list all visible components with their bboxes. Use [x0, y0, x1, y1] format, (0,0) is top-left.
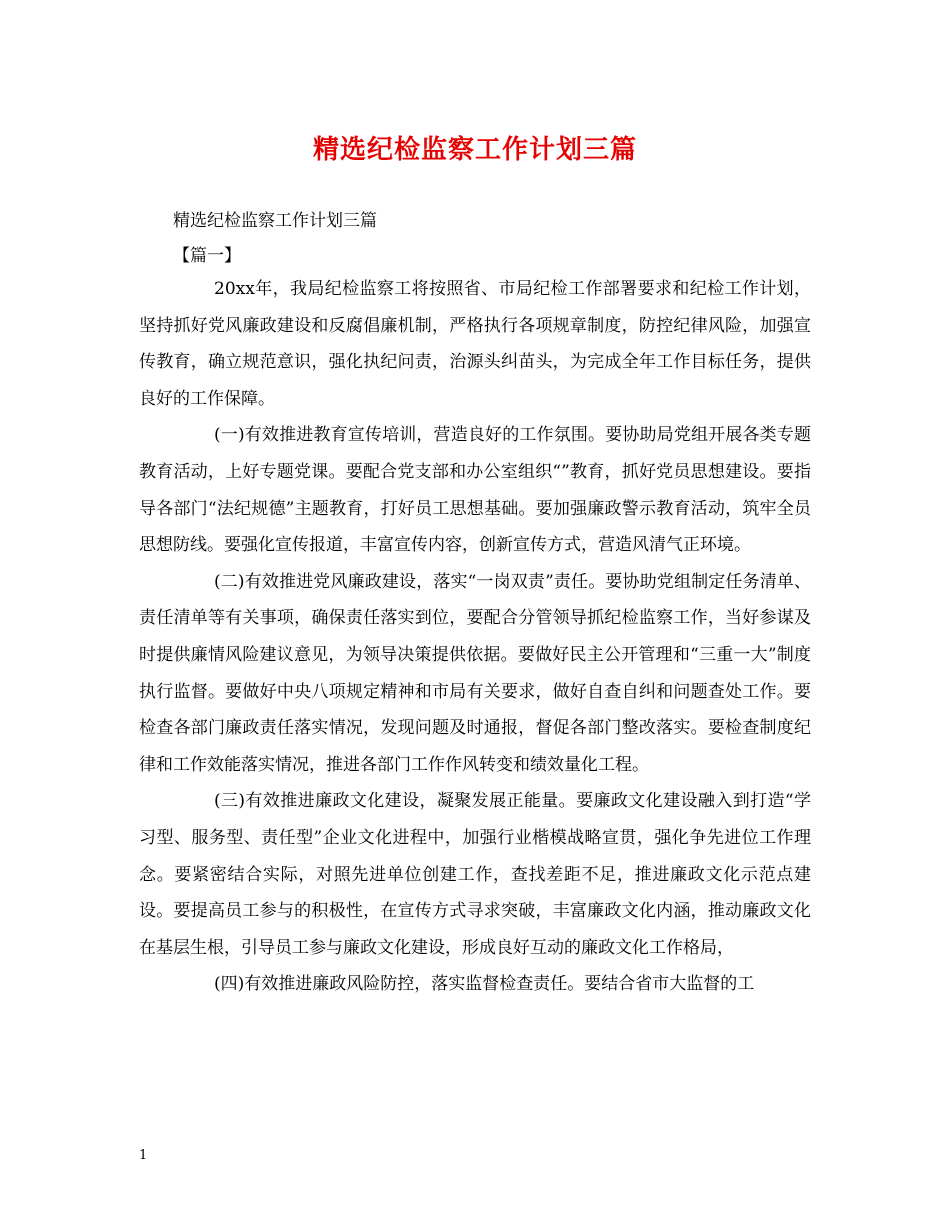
- paragraph-item-3: (三)有效推进廉政文化建设，凝聚发展正能量。要廉政文化建设融入到打造“学习型、服务型、责任型”企业文化进程中，加强行业楷模战略宣贯，强化争先进位工作理念。要紧密结合实际，对照先进单位创建工作，查找差距不足，推进廉政文化示范点建设。要提高员工参与的积极性，在宣传方式寻求突破，丰富廉政文化内涵，推动廉政文化在基层生根，引导员工参与廉政文化建设，形成良好互动的廉政文化工作格局，: [139, 791, 811, 958]
- paragraph-item-4: (四)有效推进廉政风险防控，落实监督检查责任。要结合省市大监督的工: [214, 974, 755, 995]
- document-subtitle: 精选纪检监察工作计划三篇: [173, 211, 377, 231]
- paragraph-item-2: (二)有效推进党风廉政建设，落实“一岗双责”责任。要协助党组制定任务清单、责任清单等有关事项，确保责任落实到位，要配合分管领导抓纪检监察工作，当好参谋及时提供廉情风险建议意见，为领导决策提供依据。要做好民主公开管理和“三重一大”制度执行监督。要做好中央八项规定精神和市局有关要求，做好自查自纠和问题查处工作。要检查各部门廉政责任落实情况，发现问题及时通报，督促各部门整改落实。要检查制度纪律和工作效能落实情况，推进各部门工作作风转变和绩效量化工程。: [139, 571, 811, 775]
- section-label: 【篇一】: [173, 246, 241, 266]
- paragraph-intro: 20xx年，我局纪检监察工将按照省、市局纪检工作部署要求和纪检工作计划，坚持抓好党风廉政建设和反腐倡廉机制，严格执行各项规章制度，防控纪律风险，加强宣传教育，确立规范意识，强化执纪问责，治源头纠苗头，为完成全年工作目标任务，提供良好的工作保障。: [139, 279, 811, 409]
- document-title: 精选纪检监察工作计划三篇: [312, 135, 637, 165]
- paragraph-item-1: (一)有效推进教育宣传培训，营造良好的工作氛围。要协助局党组开展各类专题教育活动，上好专题党课。要配合党支部和办公室组织“”教育，抓好党员思想建设。要指导各部门“法纪规德”主题教育，打好员工思想基础。要加强廉政警示教育活动，筑牢全员思想防线。要强化宣传报道，丰富宣传内容，创新宣传方式，营造风清气正环境。: [139, 425, 811, 556]
- page-number: 1: [139, 1148, 148, 1163]
- body-text: [139, 271, 811, 1003]
